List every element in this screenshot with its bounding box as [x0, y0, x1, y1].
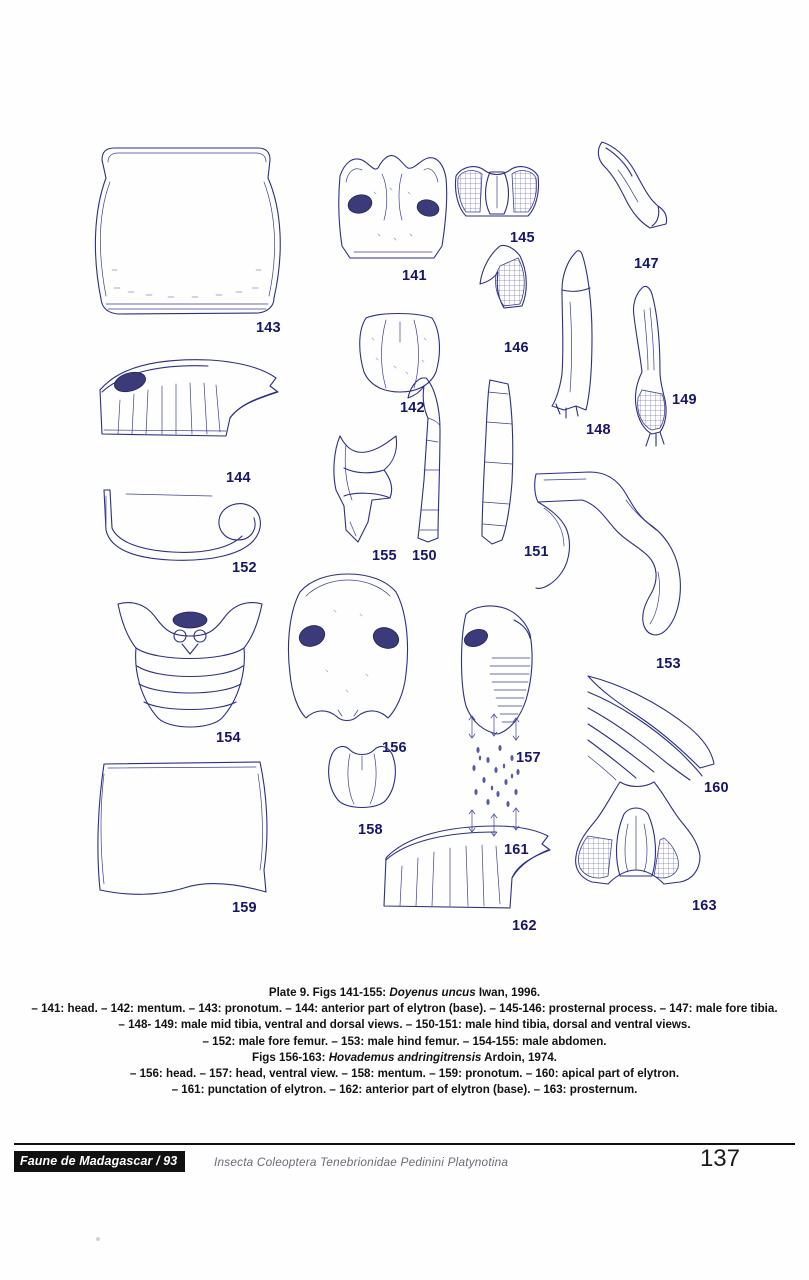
caption-line-4: – 156: head. – 157: head, ventral view. – 158: mentum. – 159: pronotum. – 160: apical part of elytron. — [129, 1067, 680, 1081]
caption-title — [14, 985, 795, 1001]
figure-154-male-abdomen — [110, 578, 270, 746]
figure-number-151: 151 — [524, 544, 549, 560]
figure-158-mentum — [320, 740, 405, 838]
figure-number-152: 152 — [232, 560, 257, 576]
plate-caption — [0, 985, 809, 1098]
figure-number-147: 147 — [634, 256, 659, 272]
figure-number-149: 149 — [672, 392, 697, 408]
scan-speck — [96, 1237, 100, 1241]
figure-number-156: 156 — [382, 740, 407, 756]
figure-number-157: 157 — [516, 750, 541, 766]
figure-number-153: 153 — [656, 656, 681, 672]
caption-line-5: – 161: punctation of elytron. – 162: anterior part of elytron (base). – 163: prosternum. — [171, 1083, 638, 1097]
footer-taxon-line: Insecta Coleoptera Tenebrionidae Pedinini Platynotina — [214, 1155, 509, 1169]
figure-143-pronotum — [88, 138, 288, 336]
figure-148-mid-tibia-ventral — [542, 246, 612, 438]
footer-series-badge: Faune de Madagascar / 93 — [14, 1151, 185, 1172]
figure-number-161: 161 — [504, 842, 529, 858]
page-number: 137 — [699, 1145, 740, 1172]
figure-151-hind-tibia — [468, 372, 549, 560]
plate-figure-area — [60, 130, 760, 940]
caption-subtitle-italic: Hovademus andringitrensis — [328, 1050, 482, 1064]
figure-160-elytron-apex — [580, 670, 729, 796]
figure-number-148: 148 — [586, 422, 611, 438]
figure-number-145: 145 — [510, 230, 535, 246]
figure-number-163: 163 — [692, 898, 717, 914]
figure-149-mid-tibia-dorsal — [620, 280, 697, 450]
figure-number-144: 144 — [226, 470, 251, 486]
figure-number-162: 162 — [512, 918, 537, 934]
figure-number-155: 155 — [372, 548, 397, 564]
figure-number-150: 150 — [412, 548, 437, 564]
figure-156-head — [276, 570, 421, 756]
figure-number-154: 154 — [216, 730, 241, 746]
figure-152-fore-femur — [92, 478, 282, 576]
figure-number-146: 146 — [504, 340, 529, 356]
footer-divider — [14, 1143, 795, 1145]
caption-subtitle-plain: Figs 156-163: — [252, 1050, 329, 1064]
figure-144-elytron-base — [90, 352, 285, 486]
figure-159-pronotum — [88, 750, 278, 916]
caption-title-plain: Plate 9. Figs 141-155: — [268, 986, 390, 999]
caption-line-1: – 141: head. – 142: mentum. – 143: pronotum. – 144: anterior part of elytron (base). – 145-146: prosternal process. – 147: male fore tibia. — [31, 1002, 778, 1016]
figure-number-158: 158 — [358, 822, 383, 838]
figure-number-160: 160 — [704, 780, 729, 796]
figure-161-punctation — [460, 710, 530, 858]
page-footer — [14, 1145, 795, 1177]
figure-147-fore-tibia — [588, 136, 678, 272]
figure-153-hind-femur — [530, 460, 700, 672]
figure-150-hind-tibia — [394, 370, 454, 564]
figure-141-head — [330, 142, 455, 284]
figure-number-143: 143 — [256, 320, 281, 336]
caption-title-tail: Iwan, 1996. — [475, 986, 541, 999]
figure-number-141: 141 — [402, 268, 427, 284]
figure-146-prosternal-process — [474, 240, 544, 356]
caption-line-2: – 148- 149: male mid tibia, ventral and dorsal views. – 150-151: male hind tibia, dorsal and ventral views. — [118, 1018, 691, 1032]
caption-line-3: – 152: male fore femur. – 153: male hind femur. – 154-155: male abdomen. — [202, 1034, 607, 1048]
caption-title-italic: Doyenus uncus — [389, 986, 476, 999]
figure-number-142: 142 — [400, 400, 425, 416]
caption-subtitle — [14, 1050, 795, 1066]
figure-number-159: 159 — [232, 900, 257, 916]
figure-145-prosternal-process — [450, 158, 545, 246]
caption-subtitle-tail: Ardoin, 1974. — [481, 1050, 557, 1064]
